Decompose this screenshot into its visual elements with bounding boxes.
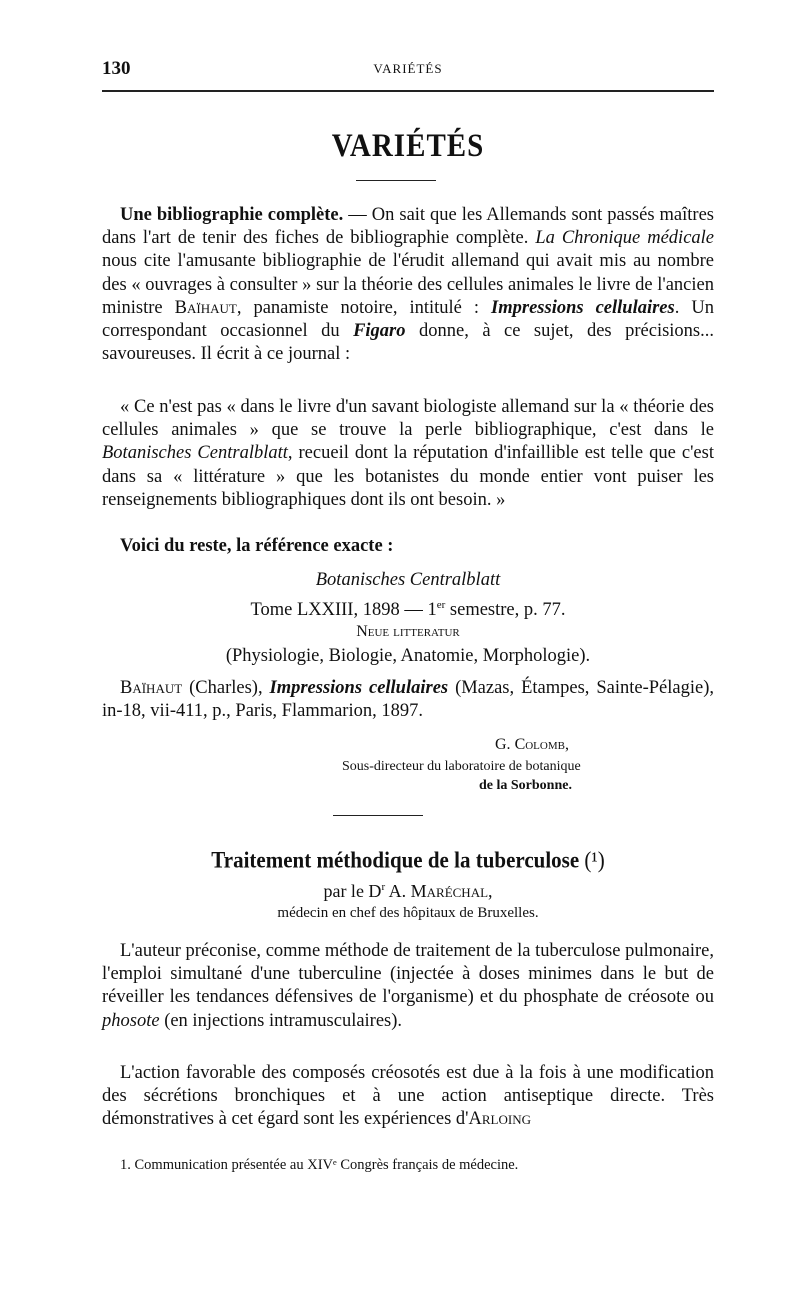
reference-book: Impressions cellulaires <box>269 678 449 698</box>
signature-role: Sous-directeur du laboratoire de botanique <box>342 759 581 774</box>
book-title: Impressions cellulaires <box>491 297 675 318</box>
article2-text: L'action favorable des composés créosotés est due à la fois à une modification des sécrétions bronchiques et à une action antiseptique directe. Très démonstratives à cet égard sont les expériences d' <box>102 1063 714 1130</box>
article1-lead: Une bibliographie complète. <box>120 205 344 225</box>
article2-text: L'auteur préconise, comme méthode de traitement de la tuberculose pulmonaire, l'emploi simultané d'une tuberculine (injectée à doses minimes dans le but de réveiller les tendances défensives de l'organisme) et du phosphate de créosote ou <box>102 941 714 1008</box>
reference-intro: Voici du reste, la référence exacte : <box>120 536 394 556</box>
author-baihaut: Baïhaut <box>174 297 237 318</box>
article1-text: donne, à ce sujet, des précisions... savoureuses. Il écrit à ce journal : <box>102 321 714 365</box>
signature-surname: Colomb <box>514 736 565 753</box>
section-title: VARIÉTÉS <box>331 128 485 164</box>
quote-paragraph <box>102 396 714 512</box>
reference-publisher: (Mazas, Étampes, Sainte-Pélagie), in-18, vii-411, p., Paris, Flammarion, 1897. <box>102 678 714 722</box>
signature-institution: de la Sorbonne. <box>479 778 572 793</box>
article2-title <box>102 847 714 874</box>
chronique-title: La Chronique médicale <box>535 228 715 249</box>
footnote: 1. Communication présentée au XIVᵉ Congrès français de médecine. <box>120 1157 519 1173</box>
affiliation: médecin en chef des hôpitaux de Bruxelles. <box>277 905 539 921</box>
phosote-term: phosote <box>102 1010 160 1031</box>
reference-entry <box>102 677 714 723</box>
signature-initial: G. <box>495 736 515 753</box>
byline-initial: A. <box>385 881 411 901</box>
reference-journal: Botanisches Centralblatt <box>315 570 501 590</box>
reference-section: Neue litteratur <box>356 623 460 640</box>
byline <box>102 881 714 902</box>
quote-text: , recueil dont la réputation d'infaillible est telle que c'est dans sa « littérature » que les botanistes du monde entier vont puiser les renseignements bibliographiques dont ils ont besoin. » <box>102 443 714 510</box>
page-number: 130 <box>102 58 131 79</box>
separator-rule <box>333 815 423 816</box>
reference-author-first: (Charles), <box>182 678 270 698</box>
article1-text: , panamiste notoire, intitulé : <box>236 297 492 318</box>
header-rule <box>102 90 714 92</box>
article1-text: nous cite l'amusante bibliographie de l'érudit allemand qui avait mis au nombre des « ouvrages à consulter » sur la théorie des cellules animales le livre de l'ancien ministre <box>102 251 714 318</box>
byline-comma: , <box>488 881 493 901</box>
reference-subjects: (Physiologie, Biologie, Anatomie, Morphologie). <box>225 646 591 666</box>
tome-sup: er <box>436 599 446 611</box>
byline-prefix: par le D <box>323 881 382 901</box>
signature-comma: , <box>564 736 569 753</box>
signature-name <box>495 734 569 755</box>
footnote-ref: (¹) <box>584 847 605 873</box>
article2-paragraph-2 <box>102 1062 714 1132</box>
article2-paragraph-1 <box>102 940 714 1033</box>
figaro-title: Figaro <box>353 321 406 342</box>
author-marechal: Maréchal <box>410 881 489 901</box>
tome-text: Tome LXXIII, 1898 — 1 <box>250 600 437 621</box>
article1-paragraph <box>102 204 714 366</box>
running-title: VARIÉTÉS <box>373 61 443 76</box>
journal-title: Botanisches Centralblatt <box>102 443 288 464</box>
quote-text: « Ce n'est pas « dans le livre d'un savant biologiste allemand sur la « théorie des cellules animales » que se trouve la perle bibliographique, c'est dans le <box>102 397 714 441</box>
title-rule <box>356 180 436 181</box>
reference-author: Baïhaut <box>120 678 183 698</box>
byline-sup: r <box>381 881 386 893</box>
running-head <box>102 58 714 82</box>
author-arloing: Arloing <box>468 1109 531 1130</box>
tome-text: semestre, p. 77. <box>445 600 566 621</box>
article2-title-text: Traitement méthodique de la tuberculose <box>211 847 580 873</box>
reference-tome <box>102 594 714 622</box>
article1-text: — On sait que les Allemands sont passés maîtres dans l'art de tenir des fiches de bibliographie complète. <box>102 205 714 249</box>
article1-text: . Un correspondant occasionnel du <box>102 297 714 342</box>
article2-text: (en injections intramusculaires). <box>159 1010 403 1031</box>
